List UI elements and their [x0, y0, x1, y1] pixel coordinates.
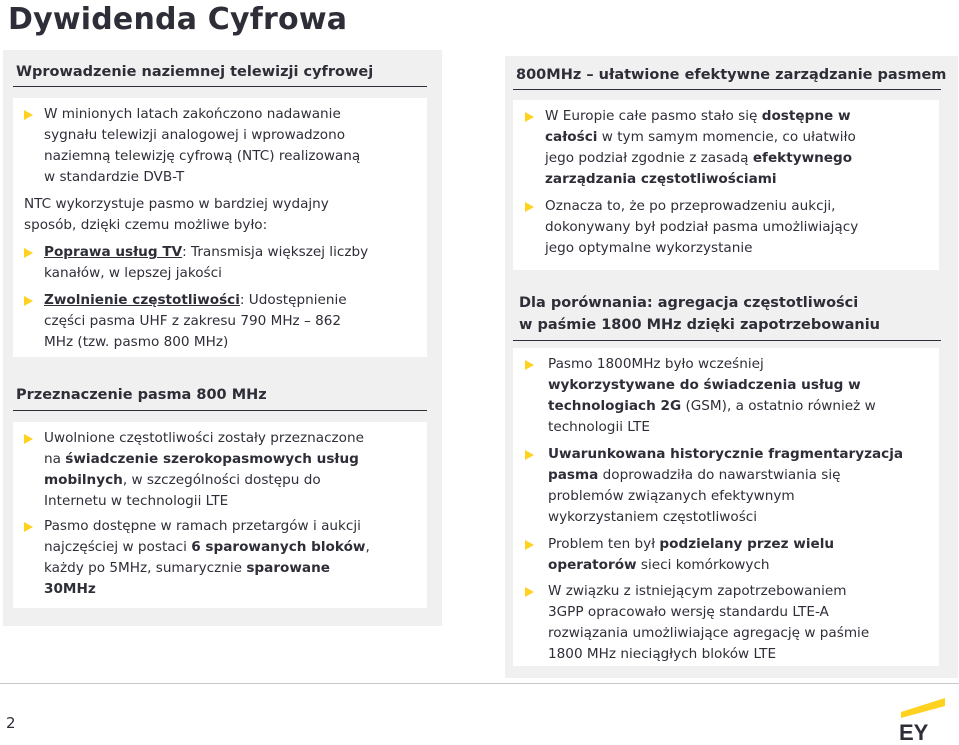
bullet-arrow-icon — [24, 296, 33, 306]
bullet-line: jego podział zgodnie z zasadą efektywnego — [545, 150, 853, 166]
bullet-line: Problem ten był podzielany przez wielu — [548, 536, 835, 552]
bullet-line: części pasma UHF z zakresu 790 MHz – 862 — [44, 313, 342, 329]
bullet-line: Oznacza to, że po przeprowadzeniu aukcji, — [545, 198, 836, 214]
bullet-line: każdy po 5MHz, sumarycznie sparowane — [44, 560, 330, 576]
section-divider — [513, 89, 941, 90]
bullet-line: Uwolnione częstotliwości zostały przeznaczone — [44, 430, 364, 446]
bullet-line: Pasmo dostępne w ramach przetargów i aukcji — [44, 518, 361, 534]
bullet-arrow-icon — [24, 434, 33, 444]
bullet-arrow-icon — [525, 112, 534, 122]
bullet-line: kanałów, w lepszej jakości — [44, 265, 222, 281]
bullet-line: w standardzie DVB-T — [44, 169, 185, 185]
section-divider — [13, 86, 427, 87]
bullet-line: Uwarunkowana historycznie fragmentaryzacja — [548, 446, 904, 462]
bullet-line: pasma doprowadziła do nawarstwiania się — [548, 467, 841, 483]
bullet-line: wykorzystaniem częstotliwości — [548, 509, 758, 525]
bullet-line: mobilnych, w szczególności dostępu do — [44, 472, 321, 488]
bullet-line: jego optymalne wykorzystanie — [545, 240, 753, 256]
section-heading-ntc: Wprowadzenie naziemnej telewizji cyfrowej — [16, 64, 374, 80]
section-heading-comparison: Dla porównania: agregacja częstotliwości — [519, 295, 859, 311]
bullet-line: całości w tym samym momencie, co ułatwiło — [545, 129, 856, 145]
section-divider — [13, 410, 427, 411]
bullet-arrow-icon — [24, 110, 33, 120]
bold-term: Poprawa usług TV — [44, 244, 183, 260]
bullet-line: MHz (tzw. pasmo 800 MHz) — [44, 334, 229, 350]
bullet-line: technologii LTE — [548, 419, 650, 435]
footer-divider — [0, 683, 959, 684]
bullet-line: W Europie całe pasmo stało się dostępne w — [545, 108, 851, 124]
bullet-line: Zwolnienie częstotliwości: Udostępnienie — [44, 292, 347, 308]
section-heading-800mhz: Przeznaczenie pasma 800 MHz — [16, 387, 267, 403]
paragraph-line: NTC wykorzystuje pasmo w bardziej wydajny — [24, 196, 329, 212]
bullet-line: 3GPP opracowało wersję standardu LTE-A — [548, 604, 829, 620]
bullet-arrow-icon — [525, 202, 534, 212]
page-number: 2 — [6, 714, 16, 732]
bullet-line: na świadczenie szerokopasmowych usług — [44, 451, 359, 467]
bullet-line: W minionych latach zakończono nadawanie — [44, 106, 341, 122]
bullet-arrow-icon — [525, 540, 534, 550]
bullet-arrow-icon — [525, 587, 534, 597]
bullet-arrow-icon — [24, 248, 33, 258]
section-heading-management: 800MHz – ułatwione efektywne zarządzanie pasmem — [516, 67, 947, 83]
bullet-line: 30MHz — [44, 581, 96, 597]
bullet-line: Poprawa usług TV: Transmisja większej liczby — [44, 244, 369, 260]
bullet-line: rozwiązania umożliwiające agregację w paśmie — [548, 625, 870, 641]
bullet-arrow-icon — [525, 450, 534, 460]
bullet-line: W związku z istniejącym zapotrzebowaniem — [548, 583, 847, 599]
section-divider — [513, 340, 941, 341]
bullet-line: operatorów sieci komórkowych — [548, 557, 770, 573]
page-title: Dywidenda Cyfrowa — [8, 2, 348, 37]
bullet-arrow-icon — [24, 522, 33, 532]
logo-text: EY — [899, 720, 929, 742]
bold-term: Zwolnienie częstotliwości — [44, 292, 240, 308]
bullet-line: Internetu w technologii LTE — [44, 493, 229, 509]
bullet-line: problemów związanych efektywnym — [548, 488, 795, 504]
bullet-line: technologiach 2G (GSM), a ostatnio również w — [548, 398, 876, 414]
bullet-line: sygnału telewizji analogowej i wprowadzono — [44, 127, 346, 143]
ey-logo — [897, 696, 947, 742]
bullet-line: 1800 MHz nieciągłych bloków LTE — [548, 646, 777, 662]
paragraph-line: sposób, dzięki czemu możliwe było: — [24, 217, 268, 233]
bullet-line: wykorzystywane do świadczenia usług w — [548, 377, 861, 393]
section-heading-comparison: w paśmie 1800 MHz dzięki zapotrzebowaniu — [519, 317, 880, 333]
bullet-line: dokonywany był podział pasma umożliwiający — [545, 219, 859, 235]
bullet-arrow-icon — [525, 360, 534, 370]
bullet-line: najczęściej w postaci 6 sparowanych bloków, — [44, 539, 370, 555]
bullet-line: zarządzania częstotliwościami — [545, 171, 777, 187]
bullet-line: naziemną telewizję cyfrową (NTC) realizowaną — [44, 148, 361, 164]
bullet-line: Pasmo 1800MHz było wcześniej — [548, 356, 764, 372]
